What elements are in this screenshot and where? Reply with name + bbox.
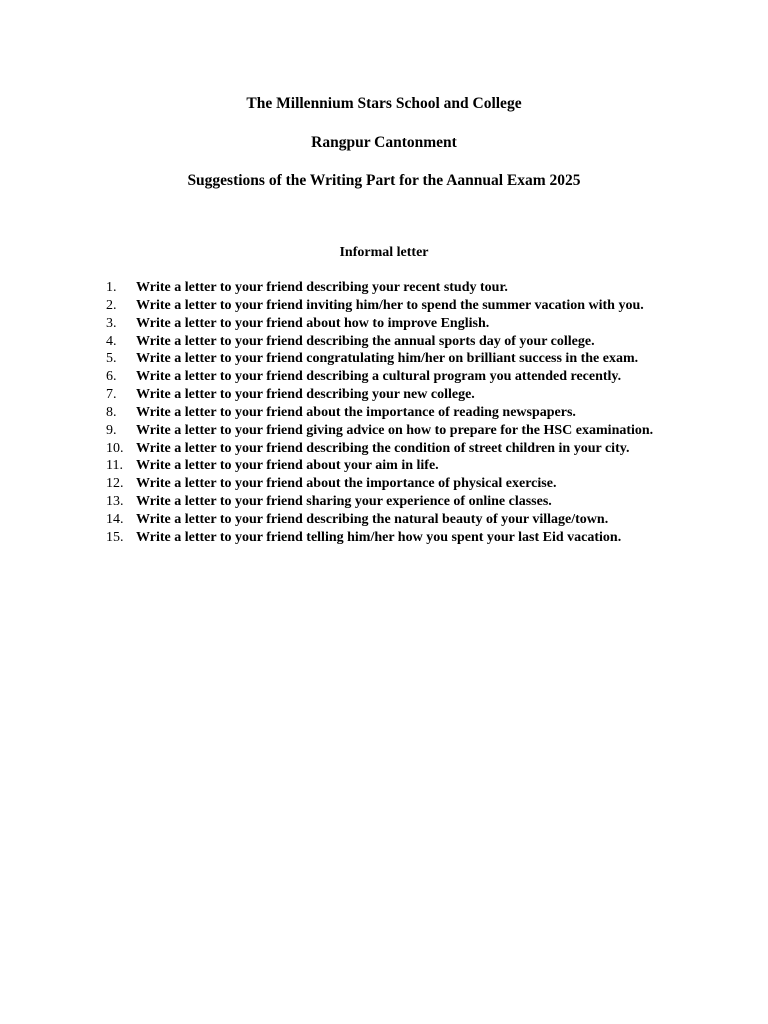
school-location: Rangpur Cantonment xyxy=(311,134,457,151)
list-item xyxy=(106,422,686,440)
item-number: 1. xyxy=(106,280,117,295)
list-item xyxy=(106,386,686,404)
item-number: 14. xyxy=(106,511,124,527)
list-item xyxy=(106,440,686,458)
section-title: Informal letter xyxy=(339,245,429,260)
item-number: 9. xyxy=(106,422,117,438)
list-item xyxy=(106,368,686,386)
item-text: Write a letter to your friend inviting him/her to spend the summer vacation with you. xyxy=(136,297,644,313)
list-item xyxy=(106,350,686,368)
list-item xyxy=(106,297,686,315)
list-item xyxy=(106,315,686,333)
item-number: 13. xyxy=(106,494,124,510)
item-text: Write a letter to your friend describing the natural beauty of your village/town. xyxy=(136,511,609,527)
item-number: 8. xyxy=(106,404,117,420)
list-item xyxy=(106,475,686,493)
item-text: Write a letter to your friend about how to improve English. xyxy=(136,315,490,331)
document-subtitle: Suggestions of the Writing Part for the Aannual Exam 2025 xyxy=(187,172,581,189)
item-text: Write a letter to your friend about the importance of reading newspapers. xyxy=(136,404,576,420)
item-text: Write a letter to your friend describing the annual sports day of your college. xyxy=(136,333,595,349)
item-text: Write a letter to your friend describing your new college. xyxy=(136,387,475,403)
item-text: Write a letter to your friend giving advice on how to prepare for the HSC examination. xyxy=(136,422,654,438)
list-item xyxy=(106,493,686,511)
item-number: 7. xyxy=(106,387,117,403)
item-number: 11. xyxy=(106,458,123,474)
item-text: Write a letter to your friend telling him/her how you spent your last Eid vacation. xyxy=(136,529,622,545)
item-number: 12. xyxy=(106,476,124,492)
list-item xyxy=(106,404,686,422)
item-number: 3. xyxy=(106,315,117,331)
item-text: Write a letter to your friend about your aim in life. xyxy=(136,458,439,474)
item-text: Write a letter to your friend describing a cultural program you attended recently. xyxy=(136,369,622,385)
item-text: Write a letter to your friend congratulating him/her on brilliant success in the exam. xyxy=(136,351,639,367)
item-number: 2. xyxy=(106,297,117,313)
item-number: 4. xyxy=(106,333,117,349)
item-text: Write a letter to your friend describing your recent study tour. xyxy=(136,280,508,295)
item-number: 5. xyxy=(106,351,117,367)
list-item xyxy=(106,529,686,547)
school-name: The Millennium Stars School and College xyxy=(246,95,522,112)
letter-topic-list xyxy=(106,279,686,547)
list-item xyxy=(106,333,686,351)
list-item xyxy=(106,457,686,475)
item-text: Write a letter to your friend sharing your experience of online classes. xyxy=(136,494,552,510)
item-number: 6. xyxy=(106,369,117,385)
item-number: 10. xyxy=(106,440,124,456)
item-text: Write a letter to your friend describing the condition of street children in your city. xyxy=(136,440,630,456)
item-number: 15. xyxy=(106,529,124,545)
list-item xyxy=(106,511,686,529)
item-text: Write a letter to your friend about the importance of physical exercise. xyxy=(136,476,557,492)
list-item xyxy=(106,279,686,297)
